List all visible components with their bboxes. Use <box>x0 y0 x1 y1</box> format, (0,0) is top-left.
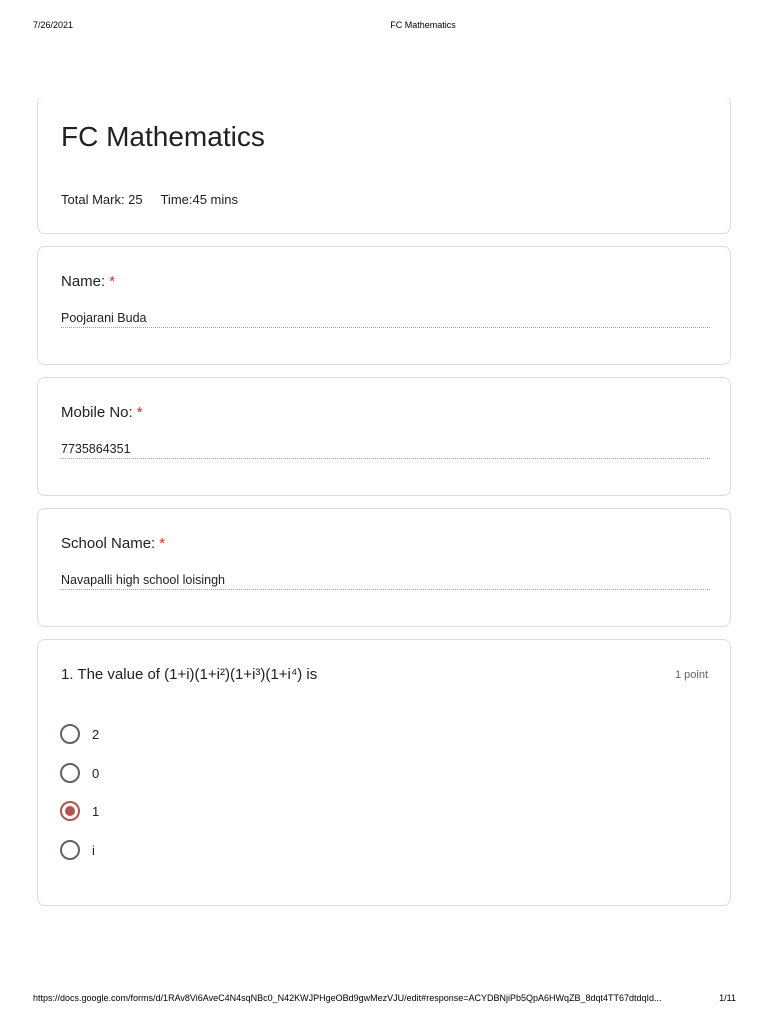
page-number: 1/11 <box>719 993 736 1003</box>
print-title: FC Mathematics <box>390 20 456 30</box>
question-label <box>61 273 115 290</box>
print-header <box>0 20 768 34</box>
question-card-mobile <box>37 377 731 496</box>
print-footer <box>0 993 768 1007</box>
option-i[interactable] <box>60 840 95 860</box>
question-label <box>61 535 165 552</box>
question-card-school <box>37 508 731 627</box>
question-label-text: Name: <box>61 273 106 290</box>
form-title: FC Mathematics <box>61 121 265 152</box>
option-2[interactable] <box>60 724 99 744</box>
school-answer-field[interactable]: Navapalli high school loisingh <box>61 573 710 590</box>
option-label: 2 <box>92 726 100 742</box>
required-mark: * <box>136 404 143 421</box>
option-0[interactable] <box>60 763 99 783</box>
option-label: 1 <box>92 803 100 819</box>
question-label-text: School Name: <box>61 535 156 552</box>
question-card-name <box>37 246 731 365</box>
question-card-q1 <box>37 639 731 906</box>
points-label: 1 point <box>674 669 708 681</box>
radio-button[interactable] <box>60 724 80 744</box>
form-title-card <box>37 96 731 234</box>
question-label-text: Mobile No: <box>61 404 133 421</box>
name-answer-field[interactable]: Poojarani Buda <box>61 311 710 328</box>
mobile-answer-field[interactable]: 7735864351 <box>61 442 710 459</box>
question-label: 1. The value of (1+i)(1+i²)(1+i³)(1+i⁴) is <box>61 666 318 683</box>
required-mark: * <box>159 535 166 552</box>
question-label <box>61 404 143 421</box>
print-url: https://docs.google.com/forms/d/1RAv8Vi6AveC4N4sqNBc0_N42KWJPHgeOBd9gwMezVJU/edit#response=ACYDBNjiPb5QpA6HWqZB_8dqt4TT67dtdqId... <box>33 993 662 1003</box>
required-mark: * <box>109 273 116 290</box>
print-date: 7/26/2021 <box>33 20 74 30</box>
option-label: 0 <box>92 765 100 781</box>
radio-button[interactable] <box>60 763 80 783</box>
option-label: i <box>92 842 95 858</box>
form-description: Total Mark: 25 Time:45 mins <box>61 192 239 207</box>
radio-button[interactable] <box>60 840 80 860</box>
option-1[interactable] <box>60 801 99 821</box>
radio-button[interactable] <box>60 801 80 821</box>
